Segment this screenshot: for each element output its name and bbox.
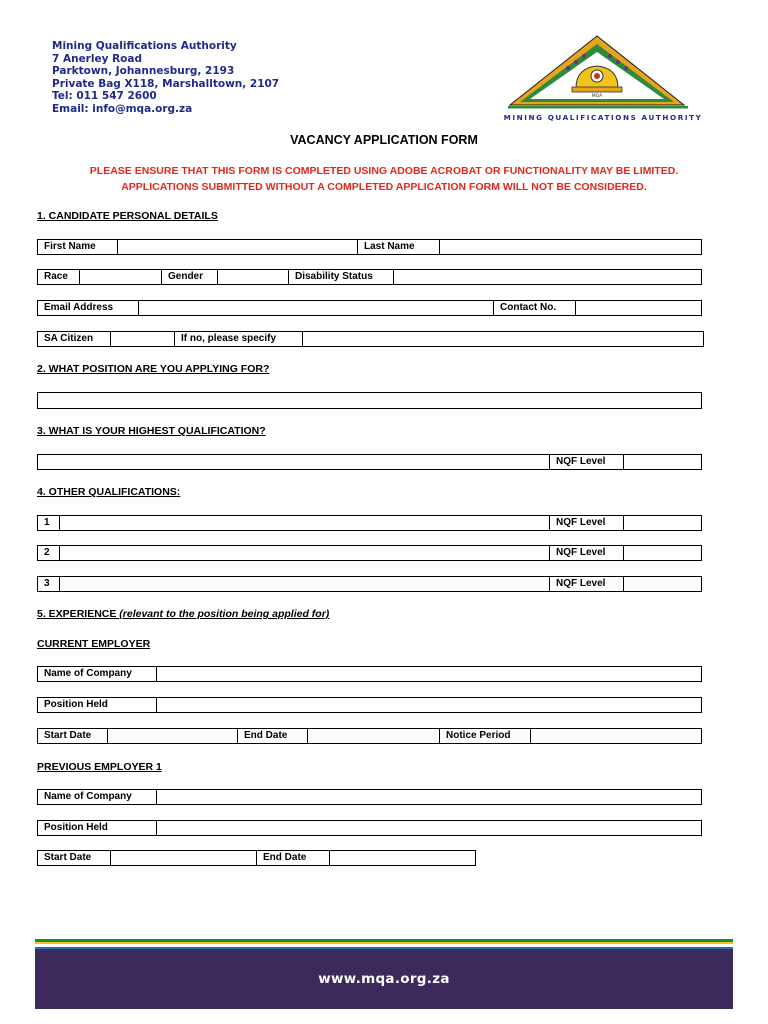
name-row <box>37 239 702 255</box>
section-3-heading: 3. WHAT IS YOUR HIGHEST QUALIFICATION? <box>37 425 266 437</box>
address-line: Private Bag X118, Marshalltown, 2107 <box>52 77 280 90</box>
previous-position-field[interactable] <box>157 821 701 835</box>
gender-field[interactable] <box>218 270 289 284</box>
other-qualification-field[interactable] <box>60 516 550 530</box>
current-company-row <box>37 666 702 682</box>
first-name-field[interactable] <box>118 240 358 254</box>
nqf-level-field[interactable] <box>624 516 701 530</box>
if-no-field[interactable] <box>303 332 703 346</box>
previous-end-date-field[interactable] <box>330 851 475 865</box>
other-qualification-row <box>37 576 702 592</box>
row-number: 3 <box>38 577 60 591</box>
last-name-label: Last Name <box>358 240 440 254</box>
highest-qualification-field[interactable] <box>38 455 550 469</box>
citizenship-row <box>37 331 704 347</box>
address-line: Tel: 011 547 2600 <box>52 90 157 102</box>
address-line: Parktown, Johannesburg, 2193 <box>52 65 235 77</box>
position-label: Position Held <box>38 698 157 712</box>
current-employer-heading: CURRENT EMPLOYER <box>37 638 151 650</box>
nqf-level-label: NQF Level <box>550 546 624 560</box>
nqf-level-label: NQF Level <box>550 455 624 469</box>
notice-period-label: Notice Period <box>440 729 531 743</box>
previous-company-field[interactable] <box>157 790 701 804</box>
position-label: Position Held <box>38 821 157 835</box>
first-name-label: First Name <box>38 240 118 254</box>
notice-period-field[interactable] <box>531 729 701 743</box>
address-line: Mining Qualifications Authority <box>52 40 237 52</box>
nqf-level-field[interactable] <box>624 577 701 591</box>
organization-address <box>52 40 312 115</box>
company-label: Name of Company <box>38 790 157 804</box>
row-number: 2 <box>38 546 60 560</box>
disability-field[interactable] <box>394 270 701 284</box>
form-title: VACANCY APPLICATION FORM <box>290 133 478 147</box>
logo-badge: MQA <box>591 94 603 99</box>
previous-position-row <box>37 820 702 836</box>
sa-citizen-field[interactable] <box>111 332 175 346</box>
row-number: 1 <box>38 516 60 530</box>
position-applied-field[interactable] <box>37 392 702 409</box>
contact-row <box>37 300 702 316</box>
company-label: Name of Company <box>38 667 157 681</box>
current-end-date-field[interactable] <box>308 729 440 743</box>
contact-field[interactable] <box>576 301 701 315</box>
current-dates-row <box>37 728 702 744</box>
current-position-row <box>37 697 702 713</box>
previous-dates-row <box>37 850 476 866</box>
nqf-level-field[interactable] <box>624 546 701 560</box>
section-4-heading: 4. OTHER QUALIFICATIONS: <box>37 486 181 498</box>
sa-citizen-label: SA Citizen <box>38 332 111 346</box>
gender-label: Gender <box>162 270 218 284</box>
other-qualification-row <box>37 545 702 561</box>
previous-company-row <box>37 789 702 805</box>
section-5-heading <box>37 608 329 620</box>
nqf-level-label: NQF Level <box>550 516 624 530</box>
position-applied-input[interactable] <box>38 393 701 408</box>
footer-stripes <box>35 939 733 949</box>
start-date-label: Start Date <box>38 729 108 743</box>
end-date-label: End Date <box>238 729 308 743</box>
other-qualification-field[interactable] <box>60 546 550 560</box>
end-date-label: End Date <box>257 851 330 865</box>
nqf-level-label: NQF Level <box>550 577 624 591</box>
notice-line-2: APPLICATIONS SUBMITTED WITHOUT A COMPLETED APPLICATION FORM WILL NOT BE CONSIDERED. <box>121 181 647 193</box>
section-2-heading: 2. WHAT POSITION ARE YOU APPLYING FOR? <box>37 363 270 375</box>
if-no-label: If no, please specify <box>175 332 303 346</box>
address-line: 7 Anerley Road <box>52 52 142 65</box>
nqf-level-field[interactable] <box>624 455 701 469</box>
disability-label: Disability Status <box>289 270 394 284</box>
previous-employer-heading: PREVIOUS EMPLOYER 1 <box>37 761 162 773</box>
current-start-date-field[interactable] <box>108 729 238 743</box>
email-label: Email Address <box>38 301 139 315</box>
highest-qualification-row <box>37 454 702 470</box>
other-qualification-field[interactable] <box>60 577 550 591</box>
section-5-title: 5. EXPERIENCE <box>37 608 120 620</box>
logo-caption: MINING QUALIFICATIONS AUTHORITY <box>503 113 703 122</box>
start-date-label: Start Date <box>38 851 111 865</box>
notice-line-1: PLEASE ENSURE THAT THIS FORM IS COMPLETED USING ADOBE ACROBAT OR FUNCTIONALITY MAY BE LIMITED. <box>89 165 679 177</box>
previous-start-date-field[interactable] <box>111 851 257 865</box>
footer-band <box>35 949 733 1009</box>
website-link[interactable]: www.mqa.org.za <box>318 971 450 987</box>
email-field[interactable] <box>139 301 494 315</box>
last-name-field[interactable] <box>440 240 701 254</box>
contact-label: Contact No. <box>494 301 576 315</box>
race-field[interactable] <box>80 270 162 284</box>
section-1-heading: 1. CANDIDATE PERSONAL DETAILS <box>37 210 218 222</box>
race-label: Race <box>38 270 80 284</box>
section-5-note: (relevant to the position being applied for) <box>119 608 330 620</box>
demographics-row <box>37 269 702 285</box>
current-position-field[interactable] <box>157 698 701 712</box>
current-company-field[interactable] <box>157 667 701 681</box>
other-qualification-row <box>37 515 702 531</box>
address-line: Email: info@mqa.org.za <box>52 102 193 115</box>
